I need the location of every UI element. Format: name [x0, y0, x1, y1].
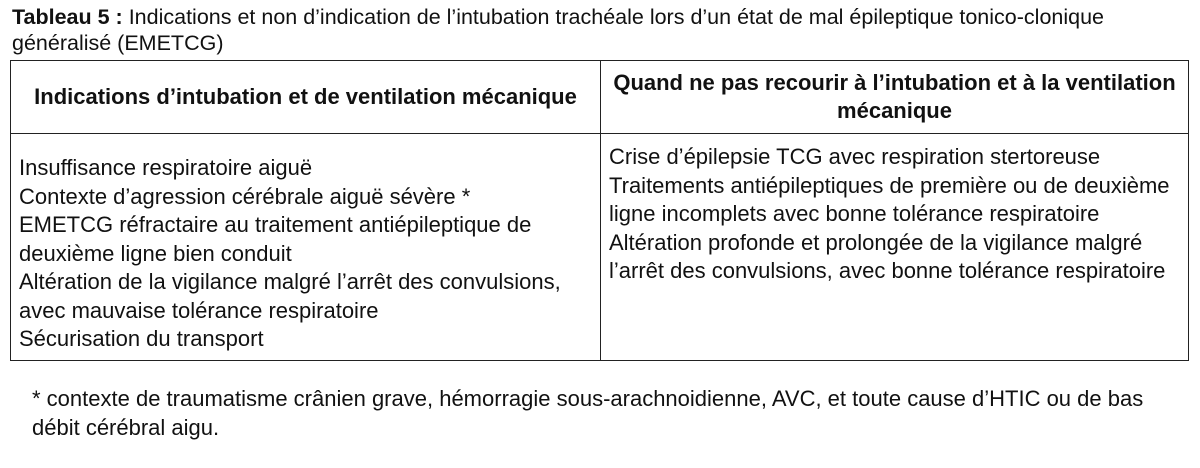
header-row [11, 61, 1189, 134]
caption-text: Indications et non d’indication de l’intubation trachéale lors d’un état de mal épileptique tonico-clonique généralisé (EMETCG) [12, 5, 1105, 55]
header-non-indications: Quand ne pas recourir à l’intubation et à la ventilation mécanique [601, 61, 1189, 134]
non-indications-cell [601, 134, 1189, 361]
list-item: Traitements antiépileptiques de première ou de deuxième ligne incomplets avec bonne tolérance respiratoire [609, 172, 1170, 226]
indications-cell [11, 134, 601, 361]
list-item: EMETCG réfractaire au traitement antiépileptique de deuxième ligne bien conduit [19, 212, 532, 266]
indications-list [19, 154, 592, 354]
list-item: Contexte d’agression cérébrale aiguë sévère * [19, 183, 471, 209]
list-item: Altération de la vigilance malgré l’arrêt des convulsions, avec mauvaise tolérance respiratoire [19, 269, 561, 323]
list-item: Altération profonde et prolongée de la vigilance malgré l’arrêt des convulsions, avec bonne tolérance respiratoire [609, 229, 1166, 283]
header-indications: Indications d’intubation et de ventilation mécanique [11, 61, 601, 134]
list-item: Insuffisance respiratoire aiguë [19, 155, 313, 180]
intubation-table [10, 60, 1189, 361]
list-item: Crise d’épilepsie TCG avec respiration stertoreuse [609, 144, 1101, 169]
caption-label: Tableau 5 : [12, 5, 123, 29]
non-indications-list [609, 143, 1180, 286]
table-row [11, 134, 1189, 361]
table-caption [12, 4, 1188, 56]
list-item: Sécurisation du transport [19, 326, 264, 351]
table-footnote: * contexte de traumatisme crânien grave, hémorragie sous-arachnoidienne, AVC, et toute cause d’HTIC ou de bas débit cérébral aigu. [32, 386, 1144, 440]
